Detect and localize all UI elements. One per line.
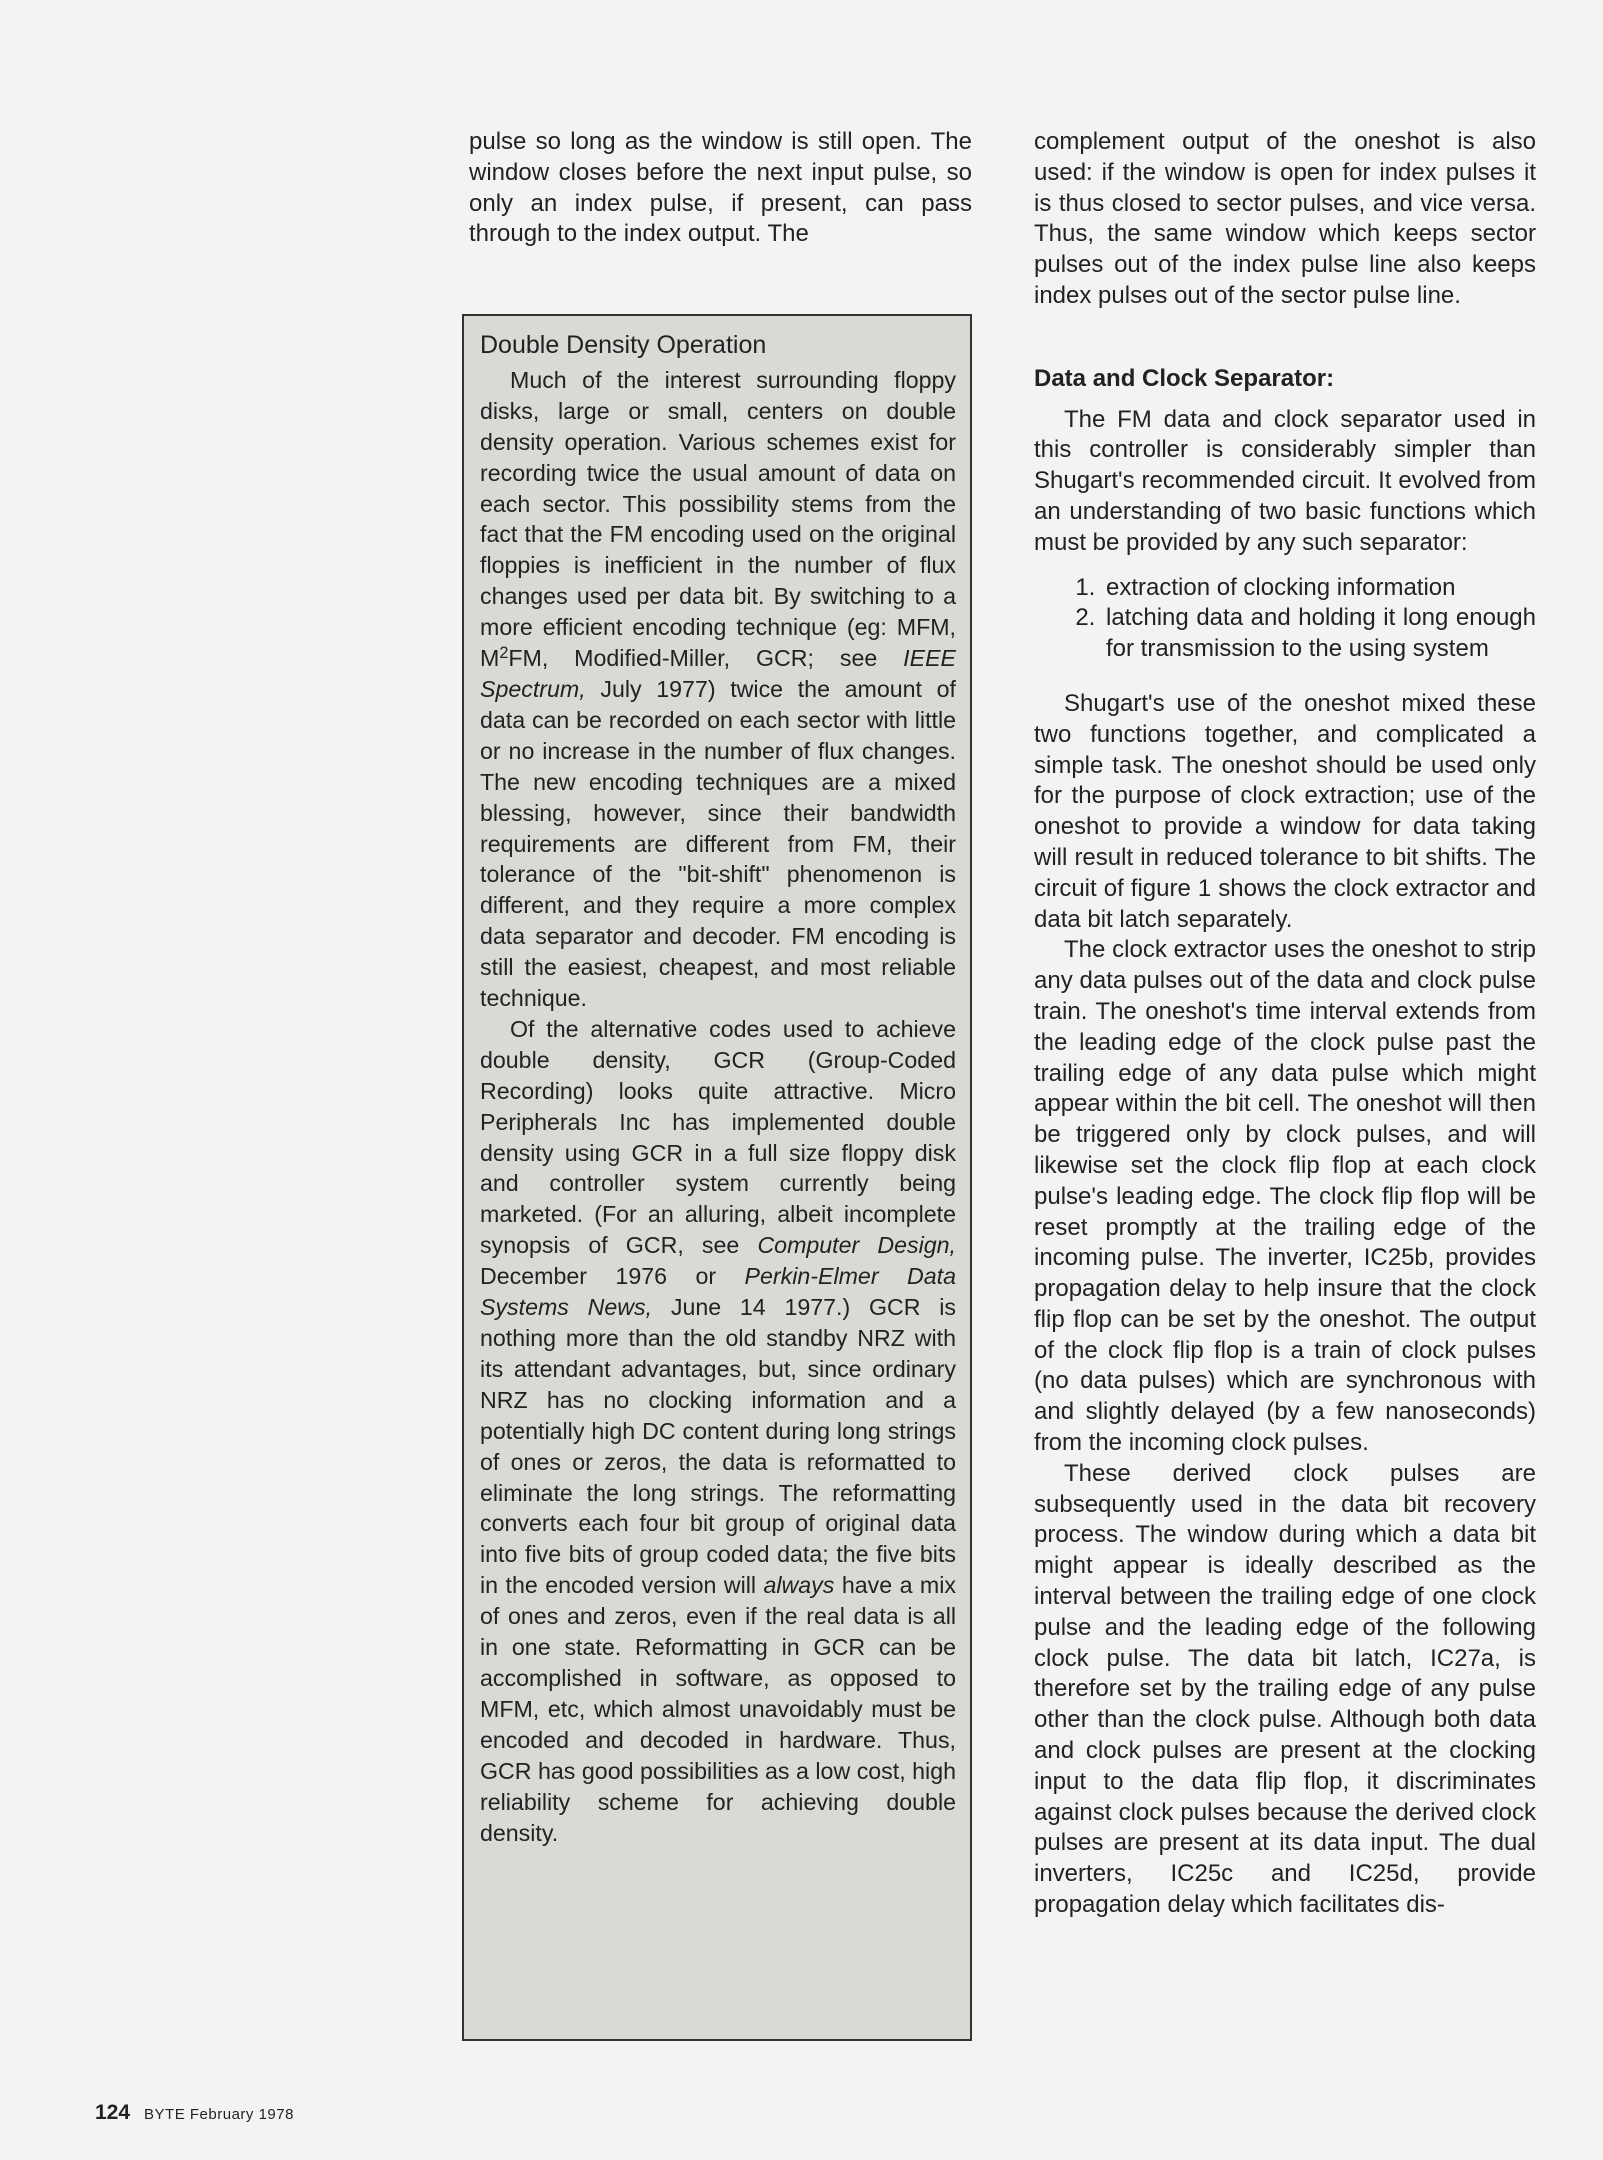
page-number: 124 — [95, 2101, 131, 2124]
page-footer — [95, 2101, 294, 2125]
sidebar-p1-text-3: July 1977) twice the amount of data can be recorded on each sector with little or no increase in the number of flux changes. The new encoding techniques are a mixed blessing, however, since their bandwidth requirements are different from FM, their tolerance of the "bit-shift" phenomenon is different, and they require a more complex data separator and decoder. FM encoding is still the easiest, cheapest, and most reliable technique. — [480, 675, 956, 1012]
sidebar-p2-emphasis-always: always — [763, 1572, 835, 1599]
sidebar-p2-text-1: Of the alternative codes used to achieve double density, GCR (Group-Coded Recording) looks quite attractive. Micro Peripherals Inc has implemented double density using GCR in a full size floppy disk and controller system currently being marketed. (For an alluring, albeit incomplete synopsis of GCR, see — [480, 1015, 956, 1259]
sidebar-p2-text-3: June 14 1977.) GCR is nothing more than the old standby NRZ with its attendant advantages, but, since ordinary NRZ has no clocking information and a potentially high DC content during long strings of ones or zeros, the data is reformatted to eliminate the long strings. The reformatting converts each four bit group of original data into five bits of group coded data; the five bits in the encoded version will — [480, 1294, 956, 1599]
section-heading: Data and Clock Separator: — [1034, 364, 1335, 392]
sidebar-p1-text-1: Much of the interest surrounding floppy disks, large or small, centers on double density operation. Various schemes exist for recording twice the usual amount of data on each sector. This possibility stems from the fact that the FM encoding used on the original floppies is inefficient in the number of flux changes used per data bit. By switching to a more efficient encoding technique (eg: MFM, M — [480, 366, 956, 672]
sidebar-p2-citation-computer-design: Computer Design, — [757, 1232, 956, 1259]
sidebar-paragraph-2 — [480, 1014, 956, 1848]
functions-list — [1034, 573, 1536, 665]
list-item: 1. extraction of clocking information — [1102, 573, 1536, 604]
sidebar-p2-text-2: December 1976 or — [480, 1263, 745, 1290]
list-item: 2. latching data and holding it long enough for transmission to the using system — [1102, 603, 1536, 665]
right-paragraph-3: Shugart's use of the oneshot mixed these two functions together, and complicated a simple task. The oneshot should be used only for the purpose of clock extraction; use of the oneshot to provide a window for data taking will result in reduced tolerance to bit shifts. The circuit of figure 1 shows the clock extractor and data bit latch separately. — [1034, 689, 1536, 933]
double-density-sidebar — [462, 314, 972, 2041]
magazine-issue: BYTE February 1978 — [144, 2106, 294, 2123]
sidebar-p2-text-4: have a mix of ones and zeros, even if the real data is all in one state. Reformatting in GCR can be accomplished in software, as opposed to MFM, etc, which almost unavoidably must be encoded and decoded in hardware. Thus, GCR has good possibilities as a low cost, high reliability scheme for achieving double density. — [480, 1572, 956, 1846]
sidebar-p1-superscript: 2 — [499, 644, 509, 663]
sidebar-title: Double Density Operation — [480, 331, 767, 359]
sidebar-paragraph-1 — [480, 365, 956, 1014]
right-paragraph-2: The FM data and clock separator used in this controller is considerably simpler than Shugart's recommended circuit. It evolved from an understanding of two basic functions which must be provided by any such separator: — [1034, 405, 1536, 556]
right-column — [1034, 127, 1536, 1921]
left-column — [469, 127, 972, 250]
left-paragraph-1: pulse so long as the window is still open. The window closes before the next input pulse, so only an index pulse, if present, can pass through to the index output. The — [469, 128, 972, 248]
right-paragraph-5: These derived clock pulses are subsequently used in the data bit recovery process. The window during which a data bit might appear is ideally described as the interval between the trailing edge of one clock pulse and the leading edge of the following clock pulse. The data bit latch, IC27a, is therefore set by the trailing edge of any pulse other than the clock pulse. Although both data and clock pulses are present at the clocking input to the data flip flop, it discriminates against clock pulses because the derived clock pulses are present at its data input. The dual inverters, IC25c and IC25d, provide propagation delay which facilitates dis- — [1034, 1459, 1536, 1919]
sidebar-p1-text-2: FM, Modified-Miller, GCR; see — [508, 645, 904, 672]
right-paragraph-4: The clock extractor uses the oneshot to strip any data pulses out of the data and clock pulse train. The oneshot's time interval extends from the leading edge of the clock pulse past the trailing edge of any data pulse which might appear within the bit cell. The oneshot will then be triggered only by clock pulses, and will likewise set the clock flip flop at each clock pulse's leading edge. The clock flip flop will be reset promptly at the trailing edge of the incoming pulse. The inverter, IC25b, provides propagation delay to help insure that the clock flip flop can be set by the oneshot. The output of the clock flip flop is a train of clock pulses (no data pulses) which are synchronous with and slightly delayed (by a few nanoseconds) from the incoming clock pulses. — [1034, 936, 1536, 1457]
sidebar-p2-citation-perkin-elmer: Perkin-Elmer Data Systems News, — [480, 1263, 956, 1321]
sidebar-p1-citation-ieee: IEEE Spectrum, — [480, 645, 956, 702]
right-paragraph-1: complement output of the oneshot is also used: if the window is open for index pulses it is thus closed to sector pulses, and vice versa. Thus, the same window which keeps sector pulses out of the index pulse line also keeps index pulses out of the sector pulse line. — [1034, 128, 1536, 309]
